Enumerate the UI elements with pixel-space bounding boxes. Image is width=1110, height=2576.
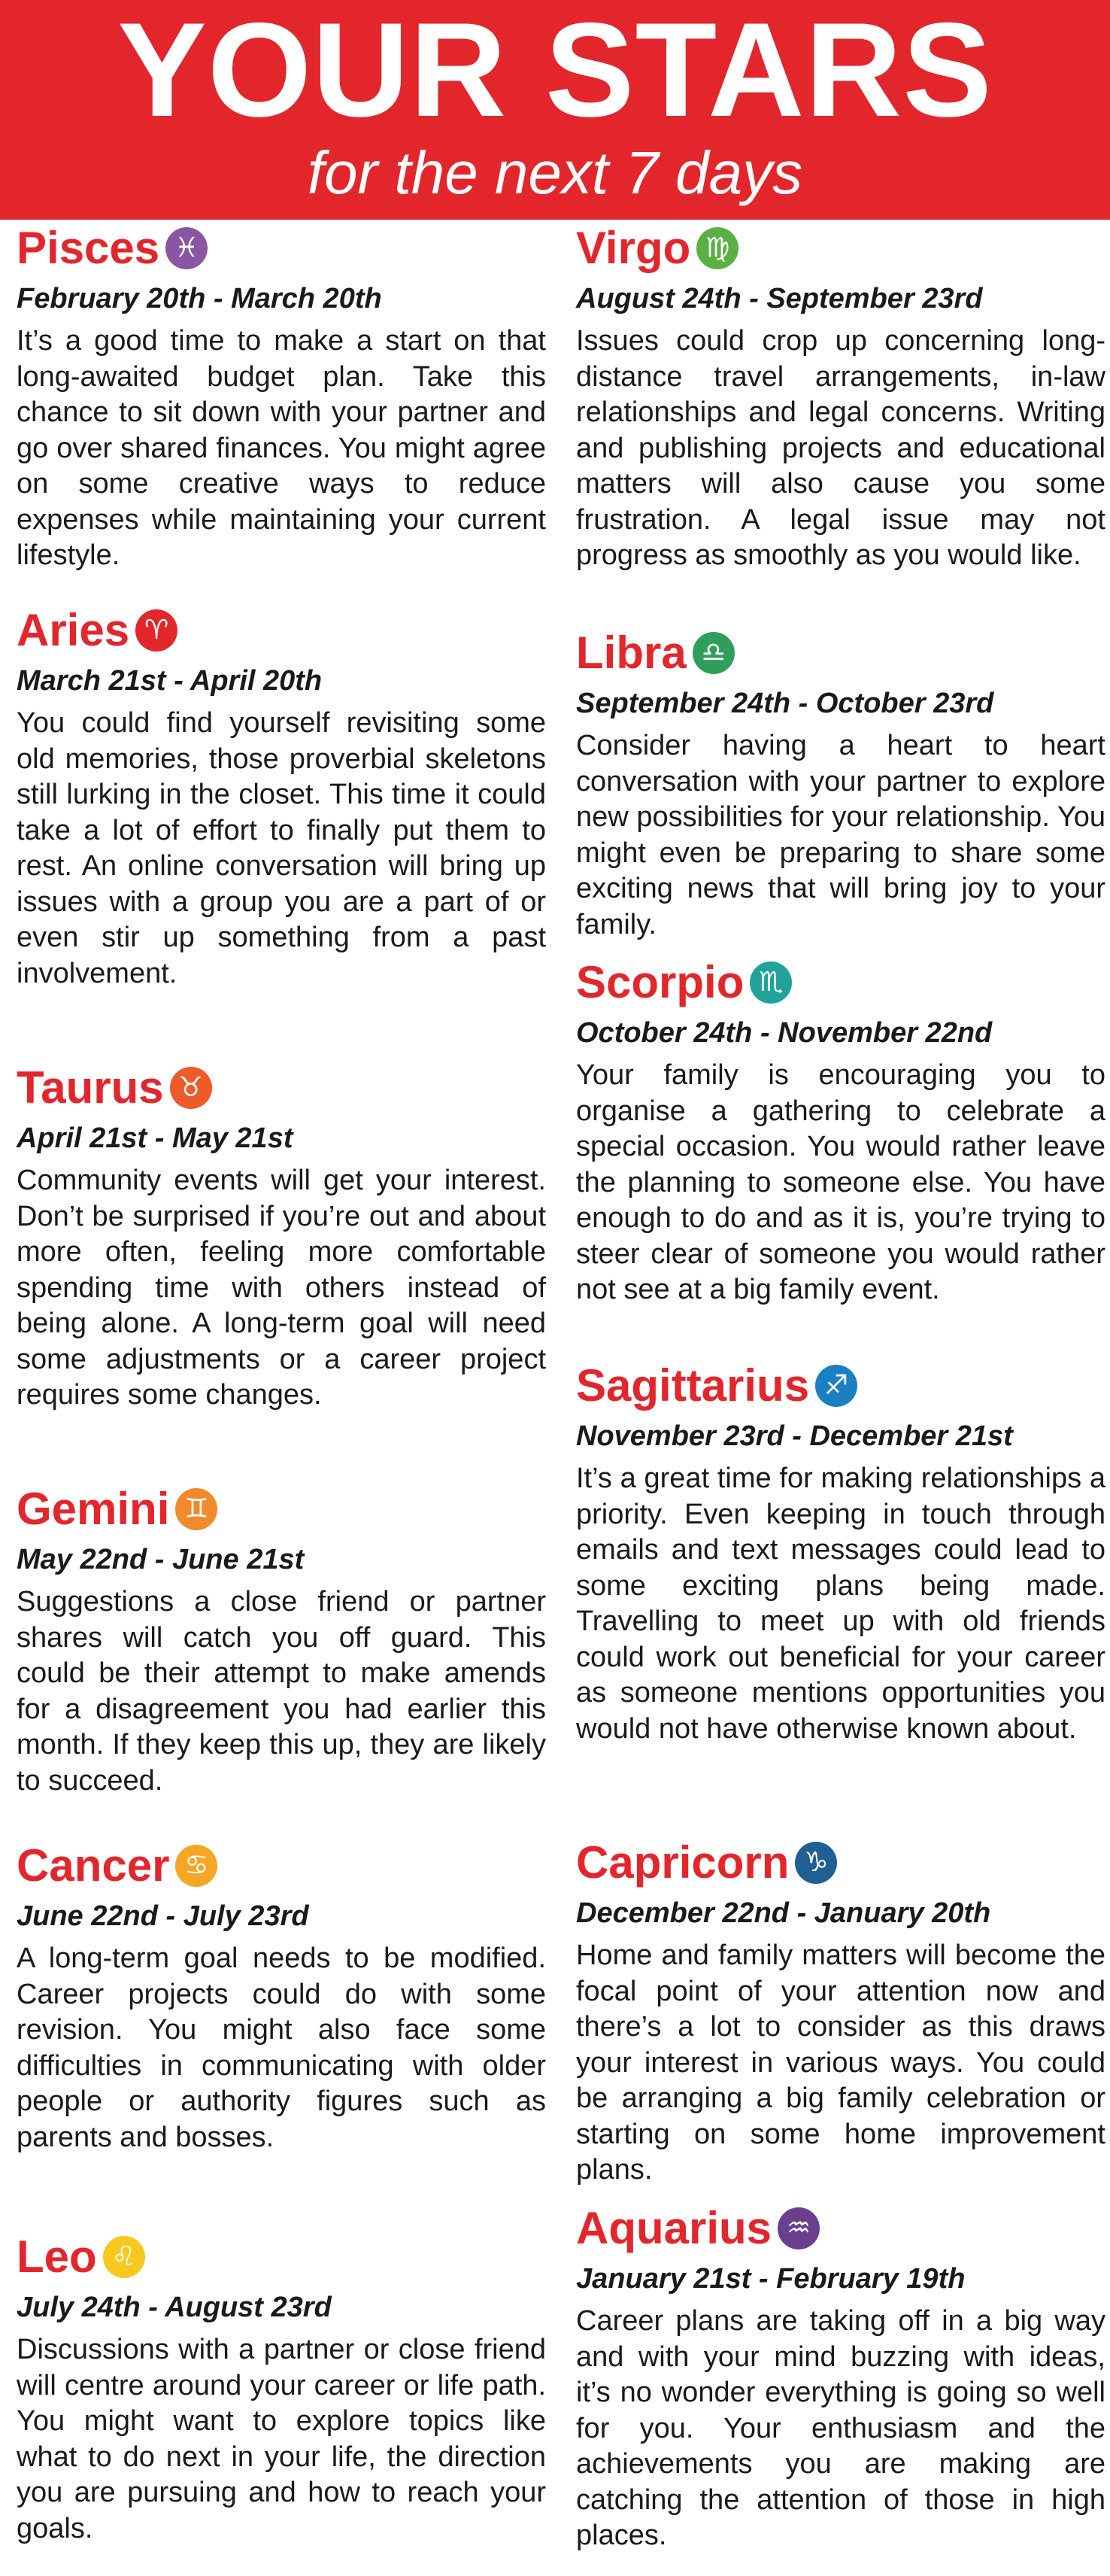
sign-header	[17, 220, 546, 277]
leo-icon: ♌	[103, 2236, 145, 2278]
sign-cancer	[17, 1837, 546, 2155]
sign-horoscope: Career plans are taking off in a big way and with your mind buzzing with ideas, it’s no wonder everything is going so well for you. Your enthusiasm and the achievements you are making are catching the attention of those in high places.	[576, 2305, 1105, 2551]
sign-gemini	[17, 1481, 546, 1799]
sign-name: Sagittarius	[576, 1360, 810, 1411]
sign-dates: March 21st - April 20th	[17, 665, 323, 697]
sign-name: Leo	[17, 2231, 97, 2282]
sign-pisces	[17, 220, 546, 574]
sign-name: Capricorn	[576, 1837, 790, 1888]
sign-capricorn	[576, 1834, 1105, 2189]
sign-dates: June 22nd - July 23rd	[17, 1900, 309, 1932]
sign-header	[576, 1357, 1105, 1414]
sign-header	[17, 2228, 546, 2286]
virgo-icon: ♍	[696, 227, 738, 269]
aries-icon: ♈	[135, 609, 177, 652]
page-title: YOUR STARS	[117, 0, 993, 144]
sign-horoscope: It’s a good time to make a start on that long-awaited budget plan. Take this chance to sit down with your partner and go over shared finances. You might agree on some creative ways to reduce expenses while maintaining your current lifestyle.	[17, 325, 546, 571]
sign-sagittarius	[576, 1357, 1105, 1747]
sign-horoscope: A long-term goal needs to be modified. Career projects could do with some revision. You might also face some difficulties in communicating with older people or authority figures such as parents and bosses.	[17, 1943, 546, 2153]
sign-horoscope: Discussions with a partner or close friend will centre around your career or life path. You might want to explore topics like what to do next in your life, the direction you are pursuing and how to reach your goals.	[17, 2334, 546, 2544]
sign-dates: January 21st - February 19th	[576, 2263, 966, 2295]
libra-icon: ♎	[693, 632, 735, 674]
sign-dates: October 24th - November 22nd	[576, 1017, 993, 1049]
sign-horoscope: Consider having a heart to heart conversation with your partner to explore new possibilities for your relationship. You might even be preparing to share some exciting news that will bring joy to your family.	[576, 730, 1105, 940]
sign-leo	[17, 2228, 546, 2547]
sign-horoscope: Home and family matters will become the focal point of your attention now and there’s a lot to consider as this draws your interest in various ways. You could be arranging a big family celebration or starting on some home improvement plans.	[576, 1940, 1105, 2186]
sign-libra	[576, 624, 1105, 943]
sign-aries	[17, 602, 546, 992]
sign-horoscope: You could find yourself revisiting some old memories, those proverbial skeletons still lurking in the closet. This time it could take a lot of effort to finally put them to rest. An online conversation will bring up issues with a group you are a part of or even stir up something from a past involvement.	[17, 707, 546, 989]
sign-name: Taurus	[17, 1062, 164, 1113]
sign-dates: December 22nd - January 20th	[576, 1897, 991, 1929]
sign-name: Pisces	[17, 223, 160, 273]
scorpio-icon: ♏	[750, 961, 792, 1004]
sign-header	[576, 624, 1105, 682]
sign-dates: May 22nd - June 21st	[17, 1544, 305, 1575]
sign-name: Libra	[576, 627, 687, 678]
sign-header	[576, 2200, 1105, 2257]
sign-header	[17, 1059, 546, 1116]
sign-header	[576, 220, 1105, 277]
sign-horoscope: Your family is encouraging you to organise a gathering to celebrate a special occasion. You would rather leave the planning to someone else. You have enough to do and as it is, you’re trying to steer clear of someone you would rather not see at a big family event.	[576, 1059, 1105, 1305]
sign-name: Gemini	[17, 1484, 170, 1534]
aquarius-icon: ♒	[778, 2207, 820, 2249]
sign-taurus	[17, 1059, 546, 1414]
capricorn-icon: ♑	[795, 1842, 837, 1884]
sign-name: Virgo	[576, 223, 691, 273]
sign-aquarius	[576, 2200, 1105, 2554]
sign-dates: July 24th - August 23rd	[17, 2292, 332, 2323]
sign-horoscope: Community events will get your interest. Don’t be surprised if you’re out and about more often, feeling more comfortable spending time with others instead of being alone. A long-term goal will need some adjustments or a career project requires some changes.	[17, 1165, 546, 1411]
sign-dates: August 24th - September 23rd	[576, 283, 983, 314]
sign-dates: November 23rd - December 21st	[576, 1420, 1013, 1452]
sign-horoscope: Suggestions a close friend or partner shares will catch you off guard. This could be their attempt to make amends for a disagreement you had earlier this month. If they keep this up, they are likely to succeed.	[17, 1586, 546, 1797]
sign-header	[576, 954, 1105, 1011]
sign-dates: September 24th - October 23rd	[576, 688, 994, 719]
sign-header	[17, 1481, 546, 1538]
sign-header	[576, 1834, 1105, 1891]
sign-virgo	[576, 220, 1105, 574]
sign-horoscope: Issues could crop up concerning long-distance travel arrangements, in-law relationships and legal concerns. Writing and publishing projects and educational matters will also cause you some frustration. A legal issue may not progress as smoothly as you would like.	[576, 325, 1105, 571]
pisces-icon: ♓	[165, 227, 208, 269]
sign-name: Cancer	[17, 1840, 170, 1891]
sign-scorpio	[576, 954, 1105, 1308]
gemini-icon: ♊	[175, 1488, 217, 1530]
sign-name: Aquarius	[576, 2203, 772, 2253]
cancer-icon: ♋	[175, 1845, 217, 1887]
sign-horoscope: It’s a great time for making relationships a priority. Even keeping in touch through emails and text messages could lead to some exciting plans being made. Travelling to meet up with old friends could work out beneficial for your career as someone mentions opportunities you would not have otherwise known about.	[576, 1463, 1105, 1745]
sign-dates: February 20th - March 20th	[17, 283, 382, 314]
header-banner	[0, 0, 1110, 220]
sagittarius-icon: ♐	[815, 1365, 857, 1407]
page-subtitle: for the next 7 days	[307, 139, 803, 206]
sign-name: Scorpio	[576, 957, 745, 1007]
taurus-icon: ♉	[170, 1067, 212, 1109]
sign-dates: April 21st - May 21st	[17, 1122, 293, 1154]
sign-header	[17, 602, 546, 659]
sign-name: Aries	[17, 605, 130, 655]
sign-header	[17, 1837, 546, 1894]
